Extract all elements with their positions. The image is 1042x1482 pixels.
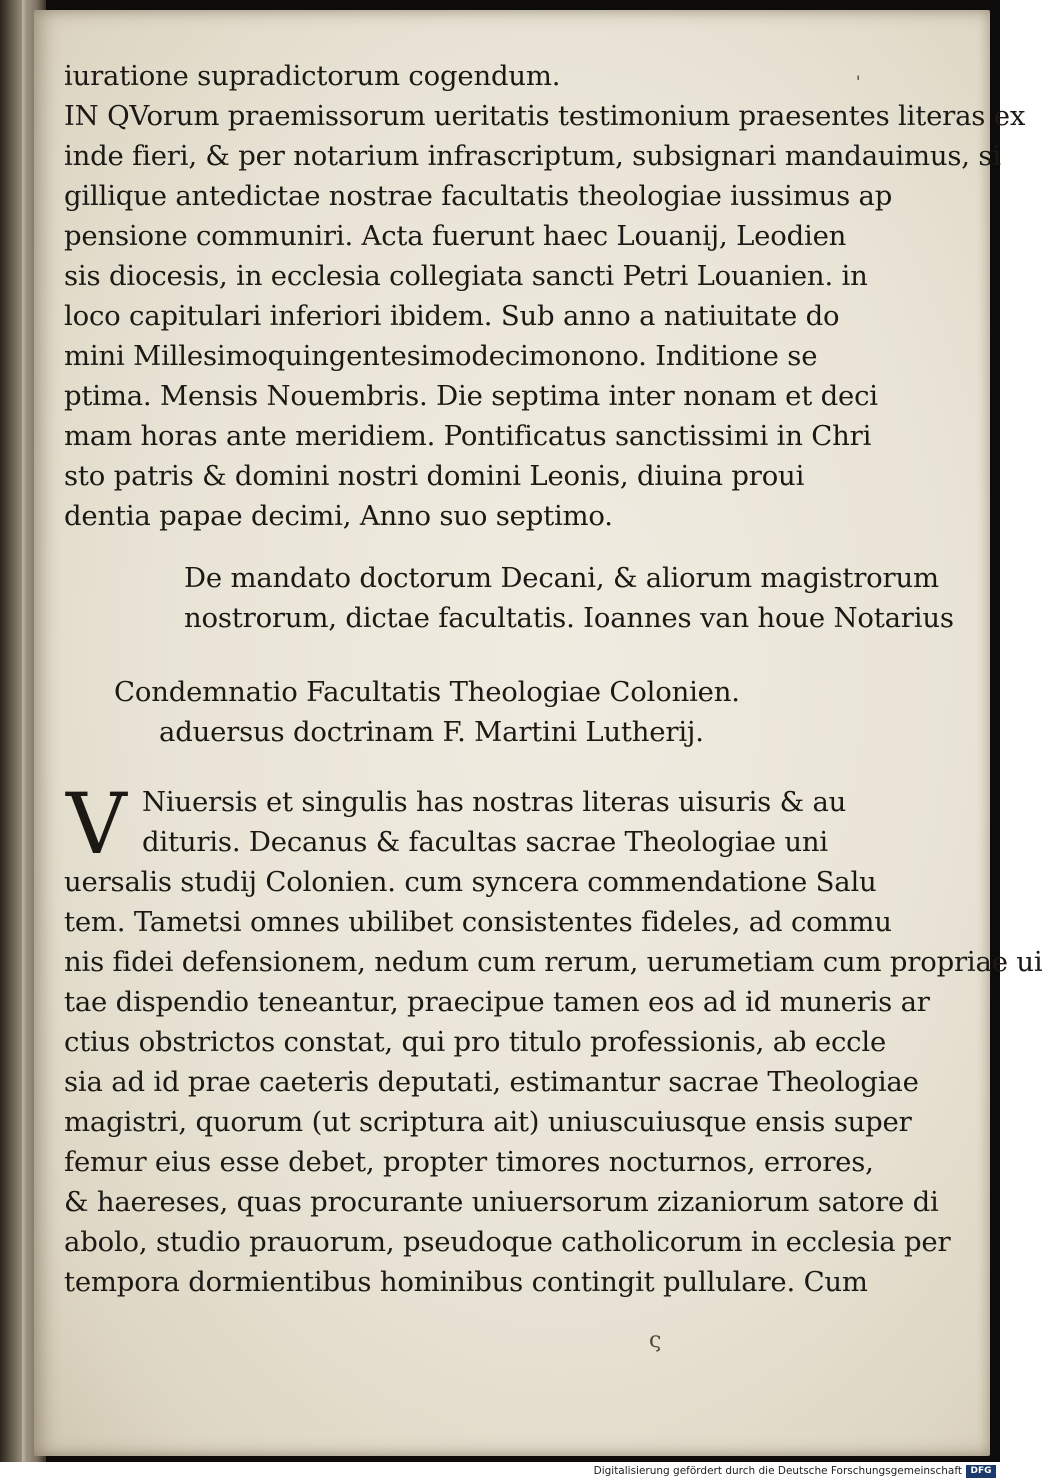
spacer bbox=[64, 536, 904, 558]
text-line: tem. Tametsi omnes ubilibet consistentes fideles, ad commu bbox=[64, 906, 892, 938]
spacer bbox=[64, 752, 904, 782]
dfg-logo-icon: DFG bbox=[966, 1465, 996, 1478]
paragraph-condemnation bbox=[64, 775, 1042, 1302]
heading-line: Condemnatio Facultatis Theologiae Colonien. bbox=[114, 676, 740, 708]
text-line: De mandato doctorum Decani, & aliorum magistrorum bbox=[184, 562, 939, 594]
text-line: gillique antedictae nostrae facultatis theologiae iussimus ap bbox=[64, 180, 893, 212]
text-line: abolo, studio prauorum, pseudoque catholicorum in ecclesia per bbox=[64, 1226, 951, 1258]
text-line: mam horas ante meridiem. Pontificatus sanctissimi in Chri bbox=[64, 420, 872, 452]
text-line: mini Millesimoquingentesimodecimonono. Inditione se bbox=[64, 340, 818, 372]
heading-line: aduersus doctrinam F. Martini Lutherij. bbox=[159, 716, 704, 748]
text-line: & haereses, quas procurante uniuersorum zizaniorum satore di bbox=[64, 1186, 939, 1218]
text-line: sto patris & domini nostri domini Leonis, diuina proui bbox=[64, 460, 805, 492]
text-line: dituris. Decanus & facultas sacrae Theologiae uni bbox=[142, 826, 829, 858]
page-corner-mark: ' bbox=[856, 72, 861, 91]
section-heading bbox=[64, 672, 904, 752]
spacer bbox=[64, 638, 904, 672]
text-line: iuratione supradictorum cogendum. bbox=[64, 60, 561, 92]
text-line: ptima. Mensis Nouembris. Die septima inter nonam et deci bbox=[64, 380, 878, 412]
notary-signature bbox=[64, 558, 954, 638]
text-line: loco capitulari inferiori ibidem. Sub anno a natiuitate do bbox=[64, 300, 840, 332]
text-line: dentia papae decimi, Anno suo septimo. bbox=[64, 500, 613, 532]
text-line: nostrorum, dictae facultatis. Ioannes van houe Notarius bbox=[184, 602, 954, 634]
text-line: femur eius esse debet, propter timores nocturnos, errores, bbox=[64, 1146, 874, 1178]
text-line: ctius obstrictos constat, qui pro titulo professionis, ab eccle bbox=[64, 1026, 887, 1058]
text-line: uersalis studij Colonien. cum syncera commendatione Salu bbox=[64, 866, 877, 898]
signature-mark: ς bbox=[649, 1328, 662, 1353]
paragraph-act bbox=[64, 56, 1026, 536]
book-page bbox=[34, 10, 1042, 1456]
footer-bar bbox=[0, 1462, 1000, 1482]
text-line: pensione communiri. Acta fuerunt haec Louanij, Leodien bbox=[64, 220, 847, 252]
text-line: sis diocesis, in ecclesia collegiata sancti Petri Louanien. in bbox=[64, 260, 868, 292]
page-text bbox=[64, 56, 1042, 1302]
funding-credit: Digitalisierung gefördert durch die Deutsche Forschungsgemeinschaft bbox=[593, 1465, 962, 1477]
text-line: tae dispendio teneantur, praecipue tamen eos ad id muneris ar bbox=[64, 986, 930, 1018]
text-line: Niuersis et singulis has nostras literas uisuris & au bbox=[142, 786, 847, 818]
text-line: tempora dormientibus hominibus contingit pullulare. Cum bbox=[64, 1266, 868, 1298]
text-line: magistri, quorum (ut scriptura ait) uniuscuiusque ensis super bbox=[64, 1106, 912, 1138]
spine-edge bbox=[22, 0, 28, 1462]
text-line: nis fidei defensionem, nedum cum rerum, uerumetiam cum propriae ui bbox=[64, 946, 1042, 978]
text-line: sia ad id prae caeteris deputati, estimantur sacrae Theologiae bbox=[64, 1066, 919, 1098]
text-line: IN QVorum praemissorum ueritatis testimonium praesentes literas ex bbox=[64, 100, 1026, 132]
text-line: inde fieri, & per notarium infrascriptum, subsignari mandauimus, si bbox=[64, 140, 1001, 172]
drop-capital: V bbox=[66, 775, 127, 873]
